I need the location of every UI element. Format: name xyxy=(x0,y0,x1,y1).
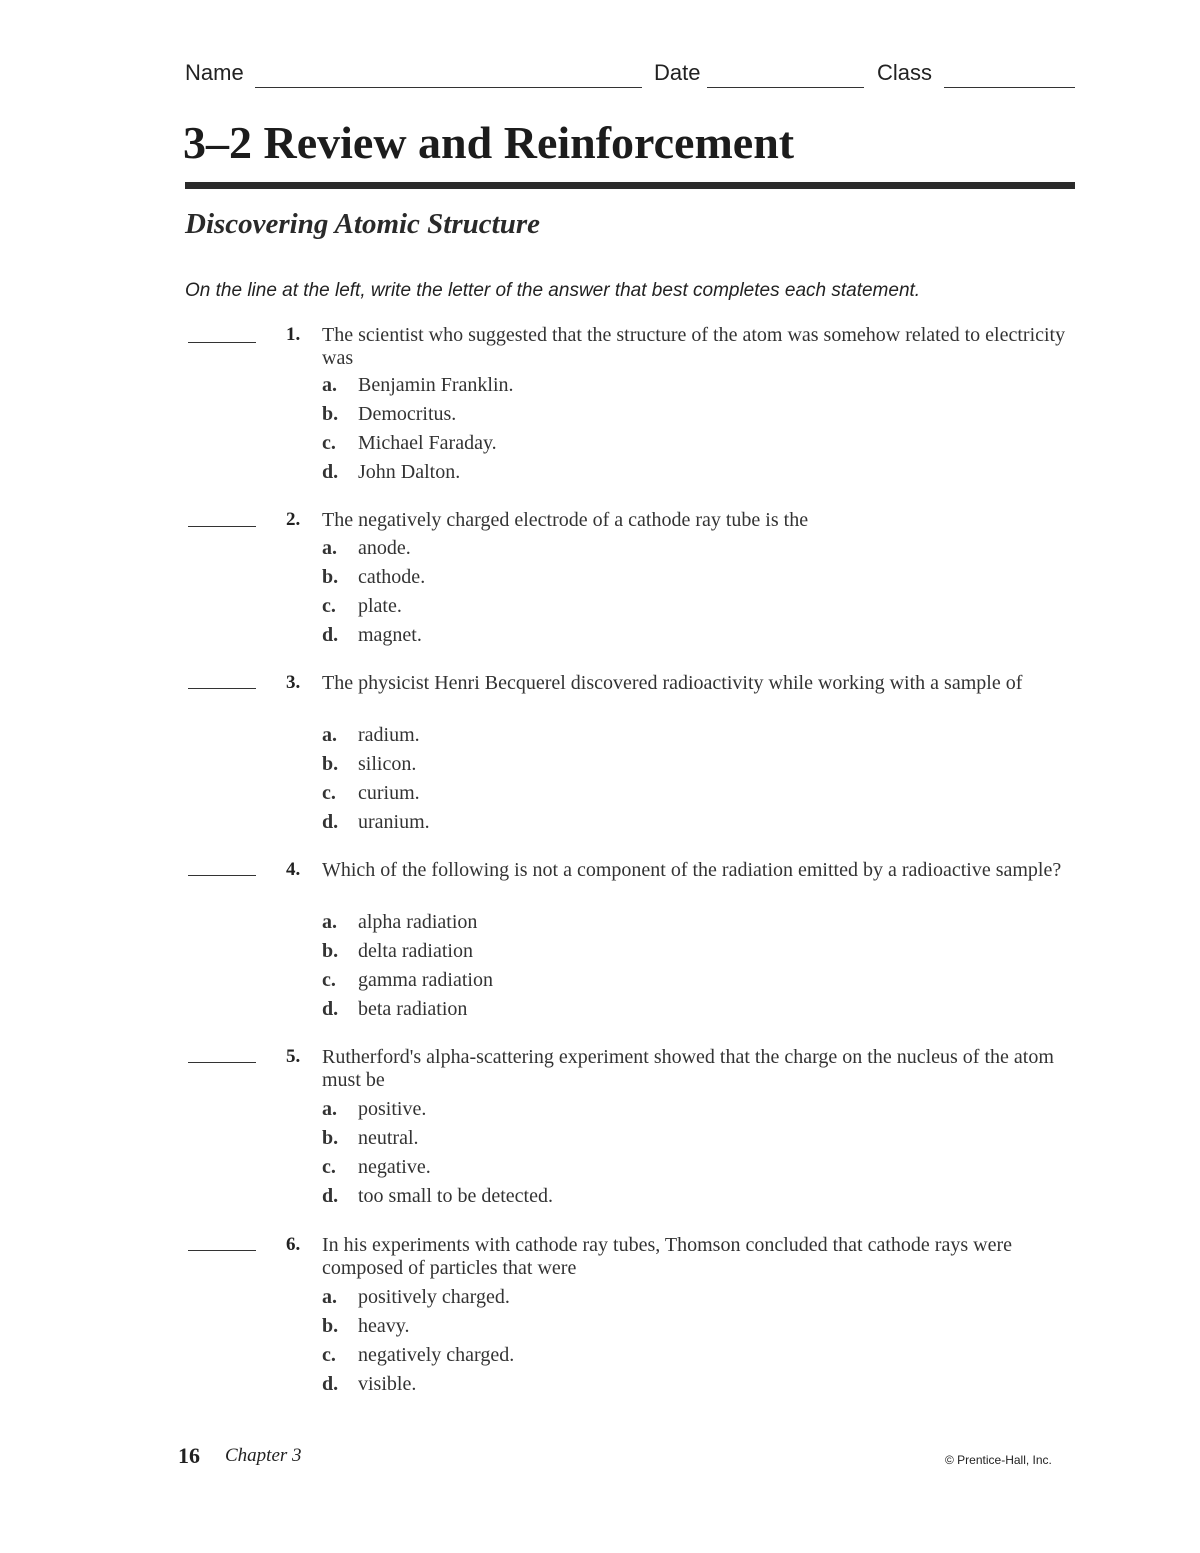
choice-letter: b. xyxy=(322,1127,339,1149)
choice-letter: c. xyxy=(322,595,336,617)
choice-letter: c. xyxy=(322,432,336,454)
choice-d xyxy=(322,1185,553,1208)
question-text: In his experiments with cathode ray tubes, Thomson concluded that cathode rays were composed of particles that were xyxy=(322,1234,1012,1279)
question-number: 2. xyxy=(286,509,301,530)
choice-b xyxy=(322,753,416,776)
choice-a xyxy=(322,911,477,934)
choice-text: Democritus. xyxy=(358,403,457,425)
choice-letter: c. xyxy=(322,969,336,991)
choice-text: negative. xyxy=(358,1156,431,1178)
answer-blank[interactable] xyxy=(188,1062,256,1063)
question-number: 5. xyxy=(286,1046,301,1067)
choice-text: magnet. xyxy=(358,624,422,646)
question-number: 3. xyxy=(286,672,301,693)
choice-text: John Dalton. xyxy=(358,461,461,483)
section-subtitle: Discovering Atomic Structure xyxy=(185,208,540,240)
choice-text: cathode. xyxy=(358,566,426,588)
choice-letter: c. xyxy=(322,1156,336,1178)
choice-d xyxy=(322,624,422,647)
choice-text: Benjamin Franklin. xyxy=(358,374,514,396)
choice-letter: b. xyxy=(322,940,339,962)
answer-blank[interactable] xyxy=(188,526,256,527)
choice-text: negatively charged. xyxy=(358,1344,515,1366)
choice-text: anode. xyxy=(358,537,411,559)
choice-letter: a. xyxy=(322,911,337,933)
choice-text: silicon. xyxy=(358,753,417,775)
question-number: 1. xyxy=(286,324,301,345)
chapter-label: Chapter 3 xyxy=(225,1445,302,1466)
choice-letter: c. xyxy=(322,1344,336,1366)
choice-a xyxy=(322,1286,510,1309)
choice-b xyxy=(322,1315,409,1338)
question-text: Which of the following is not a component of the radiation emitted by a radioactive sample? xyxy=(322,859,1062,881)
choice-letter: a. xyxy=(322,1098,337,1120)
choice-letter: a. xyxy=(322,374,337,396)
choice-text: uranium. xyxy=(358,811,430,833)
choice-d xyxy=(322,461,460,484)
choice-c xyxy=(322,969,493,992)
question-number: 4. xyxy=(286,859,301,880)
choice-text: radium. xyxy=(358,724,420,746)
choice-a xyxy=(322,724,420,747)
choice-text: plate. xyxy=(358,595,402,617)
copyright-notice: © Prentice-Hall, Inc. xyxy=(945,1453,1052,1467)
class-field[interactable] xyxy=(944,87,1075,88)
page-title: 3–2 Review and Reinforcement xyxy=(183,117,795,168)
choice-b xyxy=(322,566,425,589)
choice-letter: d. xyxy=(322,624,339,646)
class-label: Class xyxy=(877,60,933,85)
page-number: 16 xyxy=(178,1443,200,1468)
question-text: Rutherford's alpha-scattering experiment showed that the charge on the nucleus of the atom must be xyxy=(322,1046,1054,1091)
choice-letter: c. xyxy=(322,782,336,804)
date-field[interactable] xyxy=(707,87,864,88)
answer-blank[interactable] xyxy=(188,1250,256,1251)
choice-text: Michael Faraday. xyxy=(358,432,497,454)
question-text: The scientist who suggested that the structure of the atom was somehow related to electricity was xyxy=(322,324,1066,369)
choice-text: visible. xyxy=(358,1373,417,1395)
choice-a xyxy=(322,374,514,397)
choice-b xyxy=(322,940,473,963)
answer-blank[interactable] xyxy=(188,875,256,876)
choice-a xyxy=(322,1098,426,1121)
question-number: 6. xyxy=(286,1234,301,1255)
choice-c xyxy=(322,432,497,455)
choice-text: too small to be detected. xyxy=(358,1185,553,1207)
choice-text: delta radiation xyxy=(358,940,473,962)
choice-c xyxy=(322,1156,431,1179)
choice-letter: d. xyxy=(322,1185,339,1207)
answer-blank[interactable] xyxy=(188,342,256,343)
choice-letter: a. xyxy=(322,724,337,746)
choice-letter: d. xyxy=(322,461,339,483)
title-rule xyxy=(185,182,1075,189)
choice-text: positively charged. xyxy=(358,1286,510,1308)
name-label: Name xyxy=(185,60,244,85)
choice-b xyxy=(322,403,456,426)
choice-d xyxy=(322,1373,416,1396)
choice-b xyxy=(322,1127,419,1150)
choice-letter: d. xyxy=(322,998,339,1020)
question-text: The negatively charged electrode of a cathode ray tube is the xyxy=(322,509,809,531)
instructions: On the line at the left, write the letter of the answer that best completes each statement. xyxy=(185,280,921,301)
choice-a xyxy=(322,537,411,560)
choice-letter: a. xyxy=(322,1286,337,1308)
choice-letter: d. xyxy=(322,1373,339,1395)
choice-letter: b. xyxy=(322,566,339,588)
choice-d xyxy=(322,998,467,1021)
choice-d xyxy=(322,811,430,834)
choice-c xyxy=(322,595,402,618)
choice-letter: b. xyxy=(322,403,339,425)
choice-letter: a. xyxy=(322,537,337,559)
choice-text: beta radiation xyxy=(358,998,468,1020)
choice-letter: b. xyxy=(322,1315,339,1337)
choice-c xyxy=(322,1344,514,1367)
choice-text: positive. xyxy=(358,1098,427,1120)
choice-text: neutral. xyxy=(358,1127,419,1149)
header-fields xyxy=(185,60,1075,94)
choice-text: gamma radiation xyxy=(358,969,493,991)
choice-letter: d. xyxy=(322,811,339,833)
choice-text: alpha radiation xyxy=(358,911,478,933)
answer-blank[interactable] xyxy=(188,688,256,689)
choice-text: heavy. xyxy=(358,1315,410,1337)
question-text: The physicist Henri Becquerel discovered radioactivity while working with a sample of xyxy=(322,672,1023,694)
choice-c xyxy=(322,782,420,805)
choice-text: curium. xyxy=(358,782,420,804)
name-field[interactable] xyxy=(255,87,642,88)
date-label: Date xyxy=(654,60,701,85)
choice-letter: b. xyxy=(322,753,339,775)
